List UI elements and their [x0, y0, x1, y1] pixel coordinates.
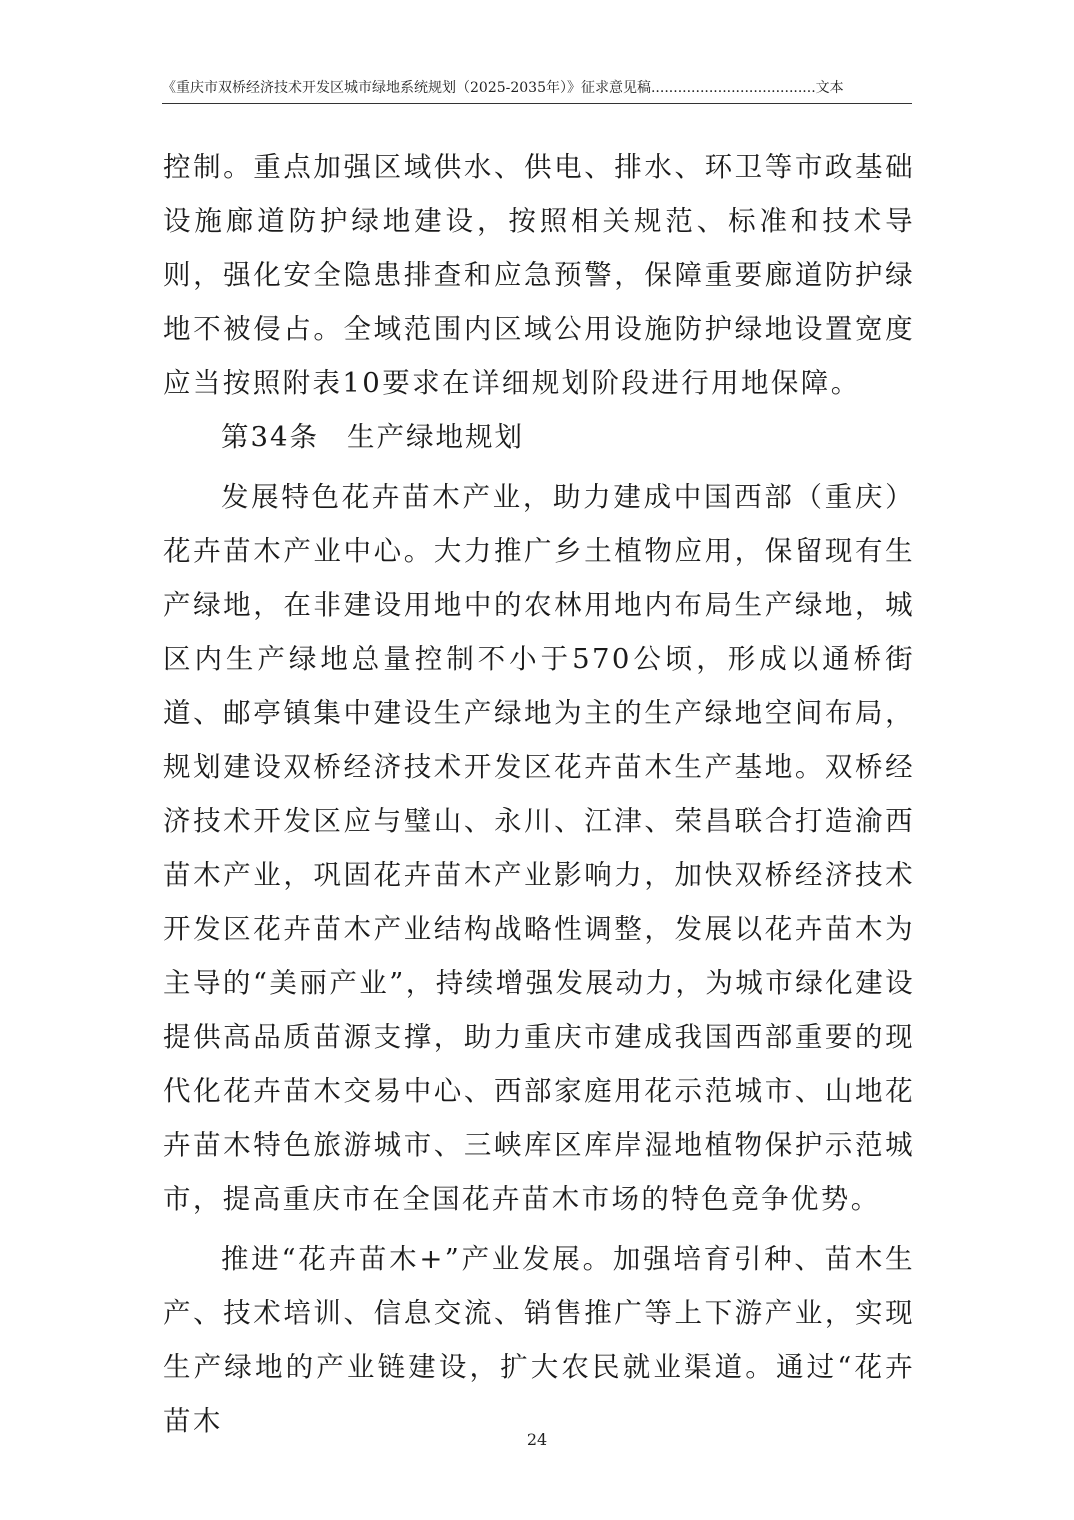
article-number: 第34条 — [221, 421, 319, 453]
paragraph-flower-industry: 推进“花卉苗木+”产业发展。加强培育引种、苗木生产、技术培训、信息交流、销售推广等上下游产业，实现生产绿地的产业链建设，扩大农民就业渠道。通过“花卉苗木 — [163, 1243, 915, 1437]
page-number: 24 — [526, 1430, 548, 1449]
paragraph-production-green: 发展特色花卉苗木产业，助力建成中国西部（重庆）花卉苗木产业中心。大力推广乡土植物应用，保留现有生产绿地，在非建设用地中的农林用地内布局生产绿地，城区内生产绿地总量控制不小于570公顷，形成以通桥街道、邮亭镇集中建设生产绿地为主的生产绿地空间布局，规划建设双桥经济技术开发区花卉苗木生产基地。双桥经济技术开发区应与璧山、永川、江津、荣昌联合打造渝西苗木产业，巩固花卉苗木产业影响力，加快双桥经济技术开发区花卉苗木产业结构战略性调整，发展以花卉苗木为主导的“美丽产业”，持续增强发展动力，为城市绿化建设提供高品质苗源支撑，助力重庆市建成我国西部重要的现代化花卉苗木交易中心、西部家庭用花示范城市、山地花卉苗木特色旅游城市、三峡库区库岸湿地植物保护示范城市，提高重庆市在全国花卉苗木市场的特色竞争优势。 — [163, 481, 915, 1215]
page-body — [163, 140, 915, 1448]
article-title: 生产绿地规划 — [347, 421, 524, 453]
header-rule — [162, 103, 912, 104]
article-heading — [163, 410, 915, 470]
running-header: 《重庆市双桥经济技术开发区城市绿地系统规划（2025-2035年）》征求意见稿.....................................文本 — [162, 80, 844, 96]
paragraph-continued: 控制。重点加强区域供水、供电、排水、环卫等市政基础设施廊道防护绿地建设，按照相关规范、标准和技术导则，强化安全隐患排查和应急预警，保障重要廊道防护绿地不被侵占。全域范围内区域公用设施防护绿地设置宽度应当按照附表10要求在详细规划阶段进行用地保障。 — [163, 151, 915, 399]
